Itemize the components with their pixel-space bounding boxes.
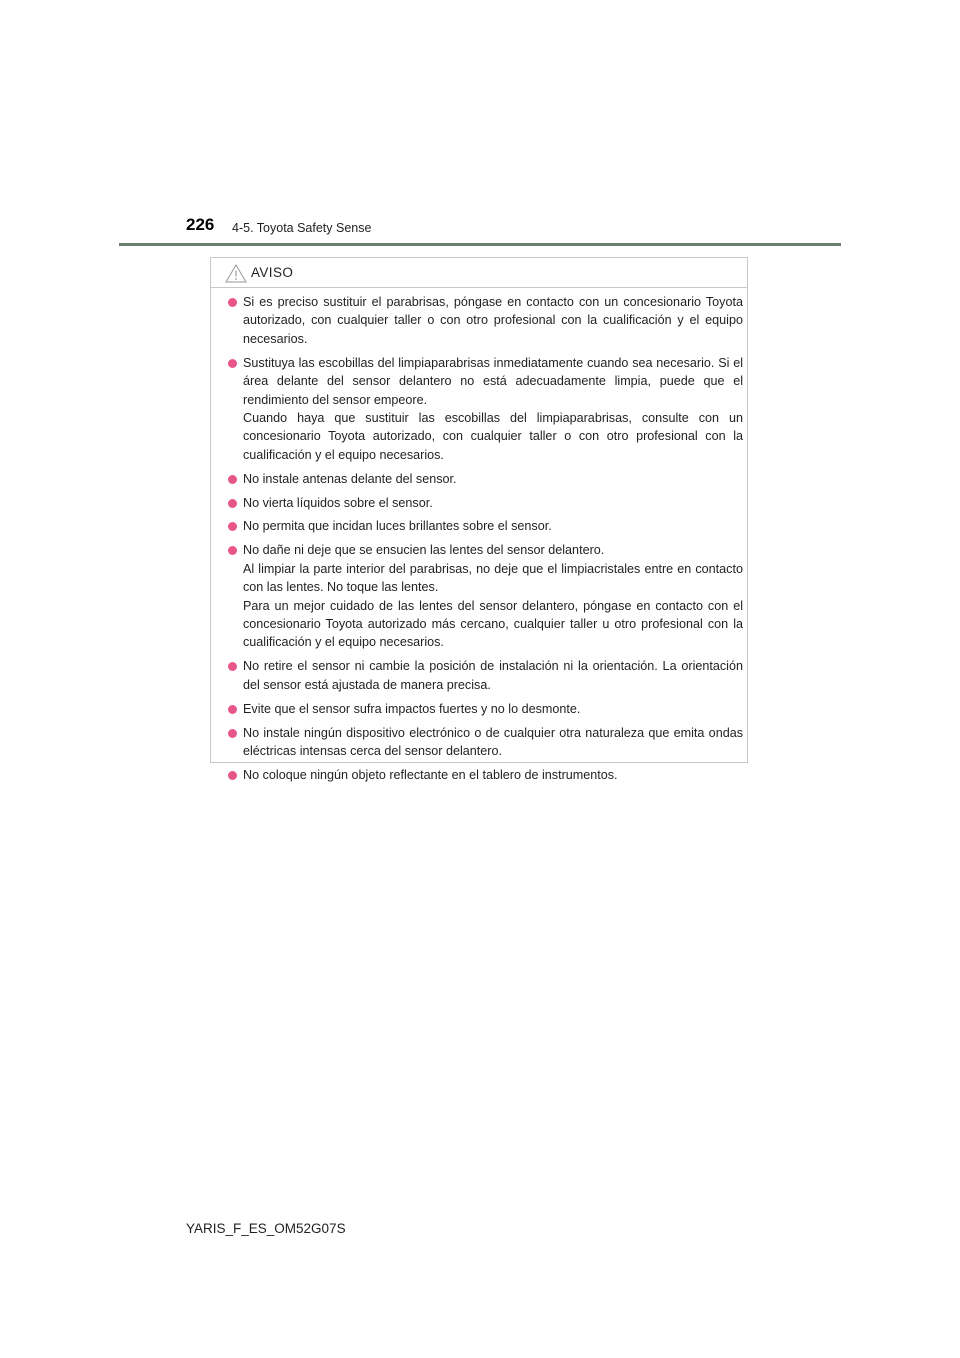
header-divider [119,243,841,246]
bullet-icon [228,546,237,555]
warning-item [228,541,743,651]
warning-text: No instale antenas delante del sensor. [243,471,457,486]
bullet-icon [228,729,237,738]
warning-text: Para un mejor cuidado de las lentes del sensor delantero, póngase en contacto con el concesionario Toyota autorizado más cercano, cualquier taller u otro profesional con la cualificación y el equipo necesarios. [243,598,743,650]
document-code: YARIS_F_ES_OM52G07S [186,1221,346,1236]
warning-item [228,657,743,694]
warning-box [210,257,748,782]
warning-item [228,470,743,488]
warning-item [228,766,743,784]
warning-item [228,293,743,348]
warning-text: Si es preciso sustituir el parabrisas, póngase en contacto con un concesionario Toyota autorizado, con cualquier taller o con otro profesional con la cualificación y el equipo necesarios. [243,295,743,346]
bullet-icon [228,771,237,780]
warning-text: No retire el sensor ni cambie la posición de instalación ni la orientación. La orientación del sensor está ajustada de manera precisa. [243,659,743,692]
warning-text: No dañe ni deje que se ensucien las lentes del sensor delantero. [243,543,605,558]
warning-text: No vierta líquidos sobre el sensor. [243,495,433,510]
bullet-icon [228,705,237,714]
warning-item [228,700,743,718]
bullet-icon [228,475,237,484]
warning-text: No instale ningún dispositivo electrónico o de cualquier otra naturaleza que emita ondas eléctricas intensas cerca del sensor delantero. [243,725,743,758]
section-title: 4-5. Toyota Safety Sense [232,221,372,235]
warning-text: Sustituya las escobillas del limpiaparabrisas inmediatamente cuando sea necesario. Si el área delante del sensor delantero no está adecuadamente limpia, puede que el rendimiento del sensor empeore. [243,355,743,407]
warning-text: No coloque ningún objeto reflectante en el tablero de instrumentos. [243,767,618,782]
warning-text: Al limpiar la parte interior del parabrisas, no deje que el limpiacristales entre en contacto con las lentes. No toque las lentes. [243,561,743,595]
bullet-icon [228,522,237,531]
warning-header [211,258,747,288]
warning-item [228,494,743,512]
bullet-icon [228,662,237,671]
warning-item [228,354,743,464]
bullet-icon [228,499,237,508]
warning-text: Evite que el sensor sufra impactos fuertes y no lo desmonte. [243,701,581,716]
warning-triangle-icon [225,264,247,283]
warning-title: AVISO [251,265,294,280]
warning-text: Cuando haya que sustituir las escobillas del limpiaparabrisas, consulte con un concesionario Toyota autorizado, con cualquier taller o con otro profesional con la cualificación y el equipo necesarios. [243,410,743,462]
warning-item [228,517,743,535]
warning-text: No permita que incidan luces brillantes sobre el sensor. [243,519,552,534]
warning-list [228,293,743,790]
bullet-icon [228,298,237,307]
bullet-icon [228,359,237,368]
page-number: 226 [186,215,215,234]
warning-item [228,724,743,761]
